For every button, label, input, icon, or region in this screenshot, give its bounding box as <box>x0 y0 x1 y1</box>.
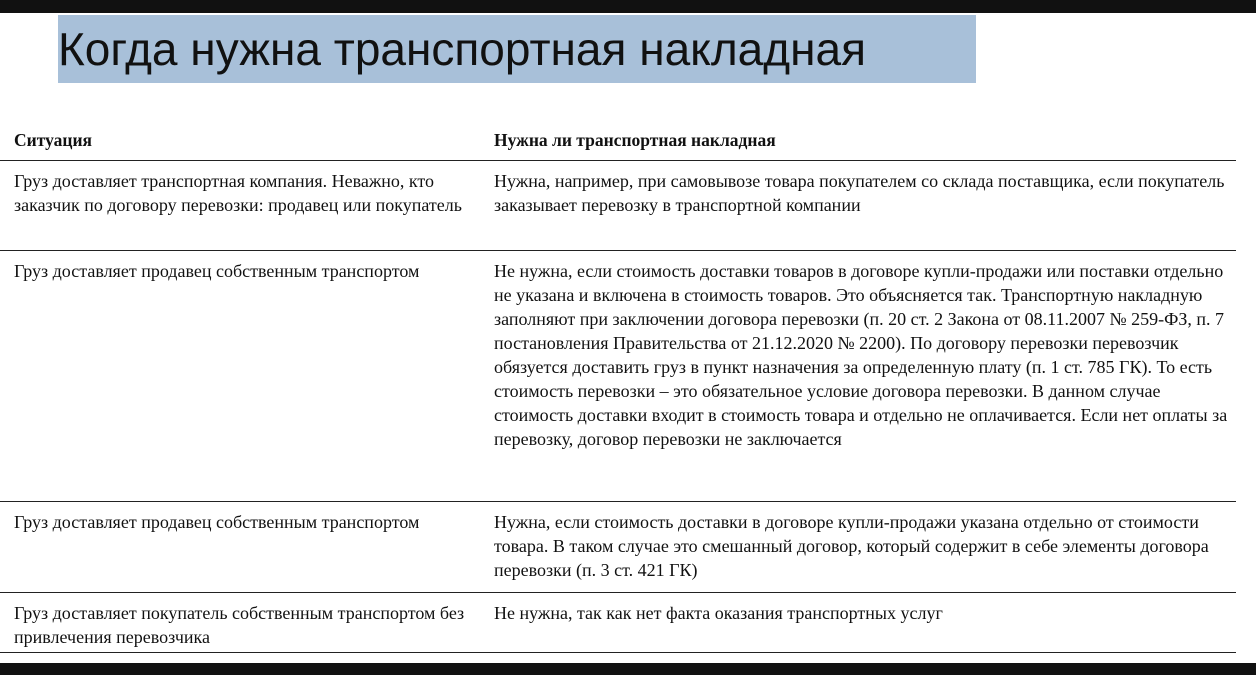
answer-cell: Не нужна, так как нет факта оказания транспортных услуг <box>494 603 943 623</box>
page-title: Когда нужна транспортная накладная <box>58 23 866 75</box>
table-row <box>0 593 1236 653</box>
answer-cell: Нужна, например, при самовывозе товара покупателем со склада поставщика, если покупатель заказывает перевозку в транспортной компании <box>494 171 1225 215</box>
situation-cell: Груз доставляет продавец собственным транспортом <box>14 512 420 532</box>
table-row <box>0 161 1236 251</box>
top-border-bar <box>0 0 1256 13</box>
header-waybill-needed: Нужна ли транспортная накладная <box>494 130 776 150</box>
situation-cell: Груз доставляет покупатель собственным транспортом без привлечения перевозчика <box>14 603 465 647</box>
answer-cell: Не нужна, если стоимость доставки товаров в договоре купли-продажи или поставки отдельно не указана и включена в стоимость товаров. Это объясняется так. Транспортную накладную заполняют при заключении договора перевозки (п. 20 ст. 2 Закона от 08.11.2007 № 259-ФЗ, п. 7 постановления Правительства от 21.12.2020 № 2200). По договору перевозки перевозчик обязуется доставить груз в пункт назначения за определенную плату (п. 1 ст. 785 ГК). То есть стоимость перевозки – это обязательное условие договора перевозки. В данном случае стоимость доставки входит в стоимость товара и отдельно не оплачивается. Если нет оплаты за перевозку, договор перевозки не заключается <box>494 261 1228 449</box>
transport-waybill-table <box>0 118 1236 653</box>
bottom-border-bar <box>0 663 1256 675</box>
answer-cell: Нужна, если стоимость доставки в договоре купли-продажи указана отдельно от стоимости товара. В таком случае это смешанный договор, который содержит в себе элементы договора перевозки (п. 3 ст. 421 ГК) <box>494 512 1209 580</box>
situation-cell: Груз доставляет транспортная компания. Неважно, кто заказчик по договору перевозки: продавец или покупатель <box>14 171 462 215</box>
header-situation: Ситуация <box>14 130 92 150</box>
table-row <box>0 502 1236 593</box>
table-row <box>0 251 1236 502</box>
situation-cell: Груз доставляет продавец собственным транспортом <box>14 261 420 281</box>
title-highlight <box>58 15 976 83</box>
table-header-row <box>0 118 1236 161</box>
